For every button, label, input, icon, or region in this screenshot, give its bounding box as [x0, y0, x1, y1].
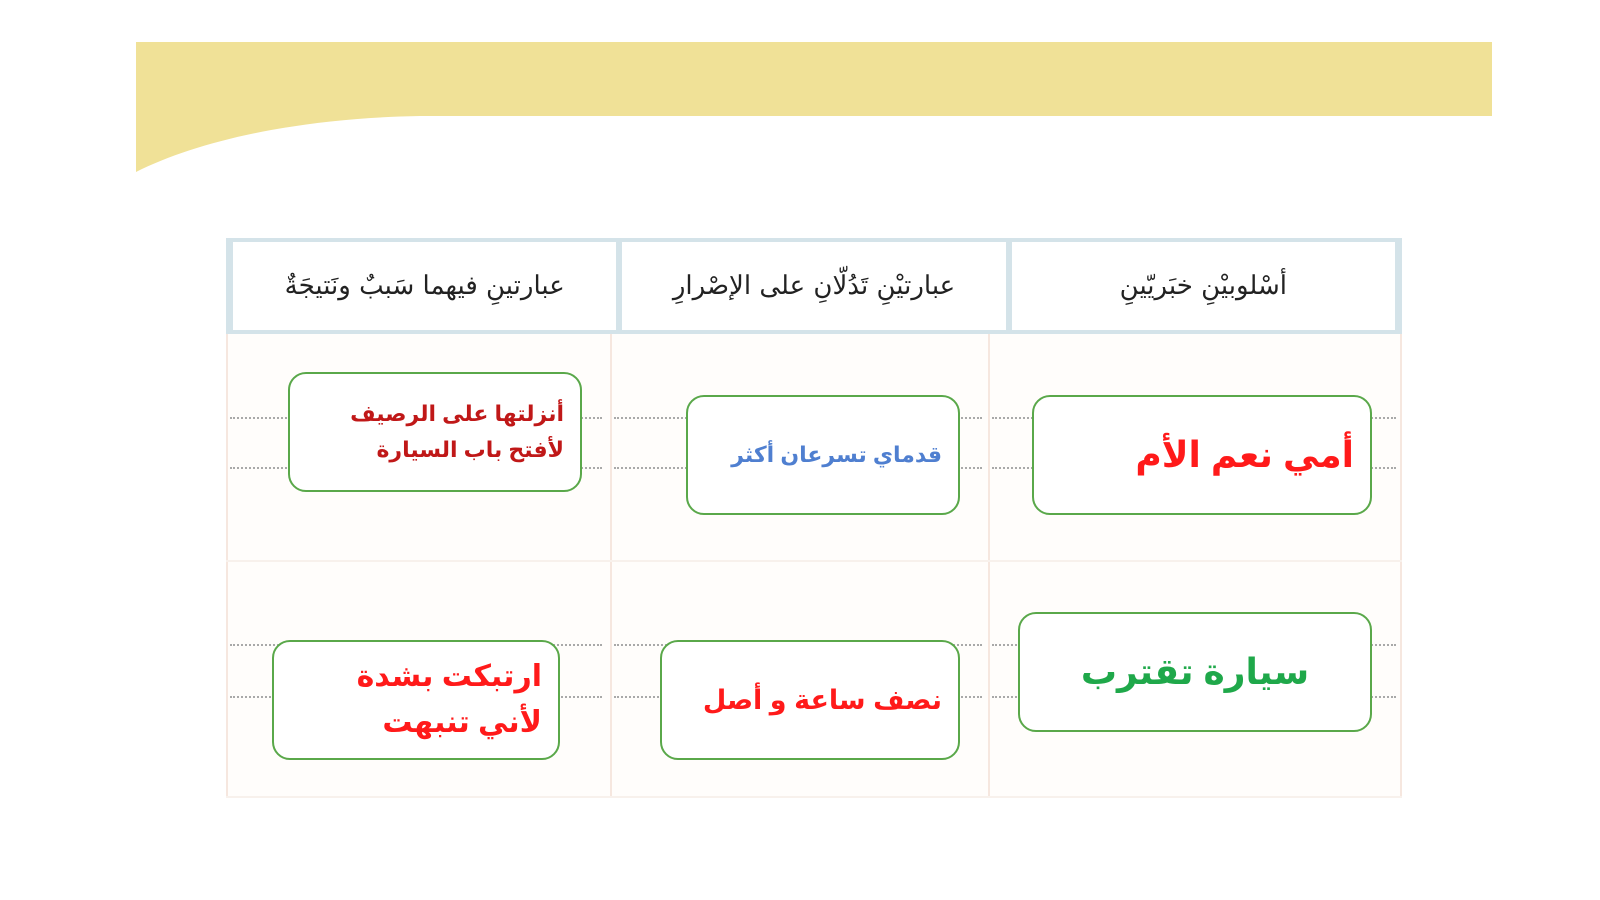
answer-informative-1 [1032, 395, 1372, 515]
answer-text: أنزلتها على الرصيف [350, 401, 564, 426]
answer-text: سيارة تقترب [1080, 651, 1310, 692]
answer-text: أمي نعم الأم [1135, 434, 1354, 475]
banner-shape [136, 42, 1492, 172]
answer-insistence-2 [660, 640, 960, 760]
answer-insistence-1 [686, 395, 960, 515]
column-divider [1400, 334, 1402, 798]
answer-text: ارتبكت بشدة [356, 660, 542, 693]
answer-informative-2 [1018, 612, 1372, 732]
worksheet-table [226, 238, 1402, 798]
header-insistence: عبارتيْنِ تَدُلّانِ على الإصْرارِ [622, 242, 1005, 330]
answer-text: قدماي تسرعان أكثر [731, 442, 942, 467]
column-divider [988, 334, 990, 798]
answer-cause-effect-2 [272, 640, 560, 760]
answer-cause-effect-1 [288, 372, 582, 492]
row-divider [226, 560, 1402, 562]
answer-text: لأفتح باب السيارة [376, 437, 564, 462]
column-divider [610, 334, 612, 798]
answer-text: لأني تنبهت [382, 706, 542, 739]
table-header [226, 238, 1402, 334]
row-divider [226, 796, 1402, 798]
answer-text: نصف ساعة و أصل [702, 684, 942, 715]
header-cause-effect: عبارتينِ فيهما سَببٌ ونَتيجَةٌ [233, 242, 616, 330]
header-informative: أسْلوبيْنِ خبَريّينِ [1012, 242, 1395, 330]
column-divider [226, 334, 228, 798]
